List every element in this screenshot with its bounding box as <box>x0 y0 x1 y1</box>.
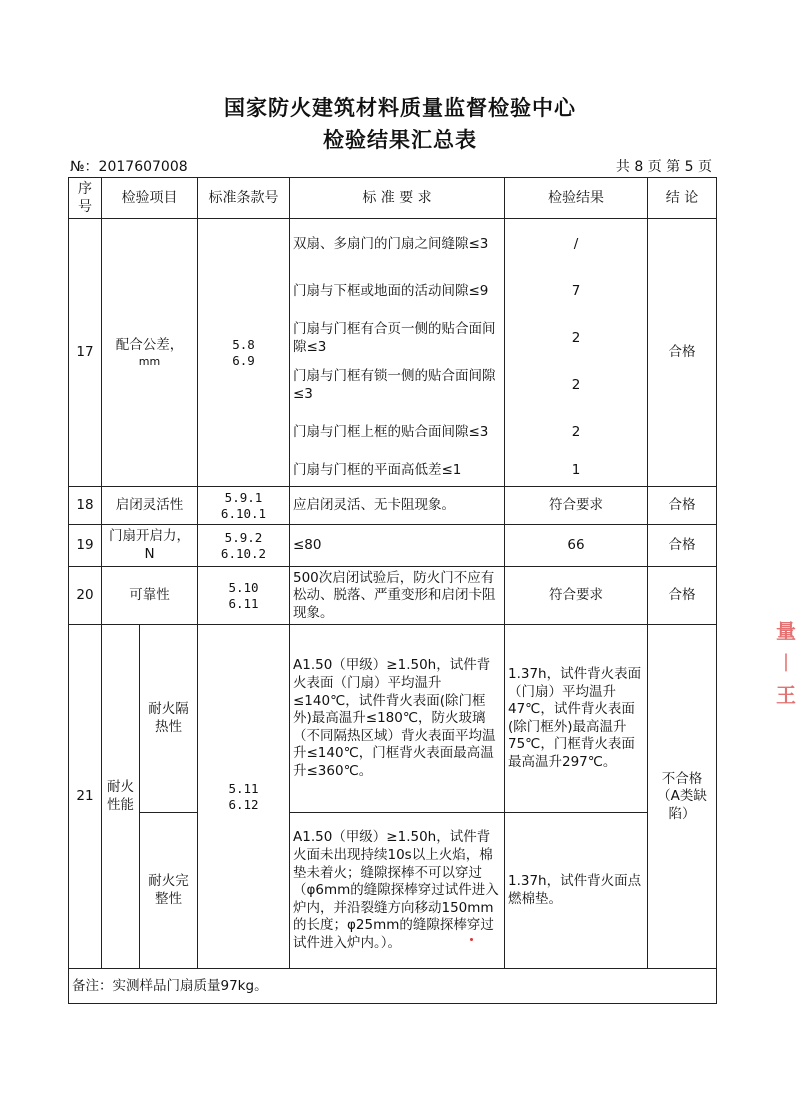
result-item: / <box>573 236 579 253</box>
table-row <box>69 813 717 969</box>
row-requirement: ≤80 <box>290 525 505 567</box>
row-result: 1.37h，试件背火面点燃棉垫。 <box>505 813 648 969</box>
col-no: 序号 <box>69 178 102 219</box>
row-requirement: A1.50（甲级）≥1.50h，试件背火面未出现持续10s以上火焰，棉垫未着火；缝隙探棒不可以穿过（φ6mm的缝隙探棒穿过试件进入炉内，并沿裂缝方向移动150mm的长度；φ25mm的缝隙探棒穿过试件进入炉内。）。 <box>290 813 505 969</box>
report-subtitle: 检验结果汇总表 <box>323 128 477 152</box>
row-no: 21 <box>69 625 102 969</box>
row-requirement: 应启闭灵活、无卡阻现象。 <box>290 487 505 525</box>
note-text: 备注：实测样品门扇质量97kg。 <box>69 969 717 1004</box>
document-number: №：2017607008 <box>70 159 188 175</box>
requirement-item: 门扇与门框有锁一侧的贴合面间隙≤3 <box>293 368 496 402</box>
col-result: 检验结果 <box>505 178 648 219</box>
result-item: 1 <box>571 461 581 478</box>
row-clause: 5.9.2 6.10.2 <box>198 525 290 567</box>
col-conclusion: 结 论 <box>648 178 717 219</box>
page-info: 共 8 页 第 5 页 <box>615 159 712 175</box>
row-conclusion: 合格 <box>648 219 717 487</box>
requirement-item: 双扇、多扇门的门扇之间缝隙≤3 <box>293 236 489 253</box>
row-no: 20 <box>69 567 102 625</box>
row-clause: 5.9.1 6.10.1 <box>198 487 290 525</box>
partial-red-stamp: 量 ︱ 王 <box>776 619 796 707</box>
row-result: 符合要求 <box>505 487 648 525</box>
row-result: 符合要求 <box>505 567 648 625</box>
report-title: 国家防火建筑材料质量监督检验中心 <box>224 96 576 120</box>
sub-item-insulation: 耐火隔热性 <box>140 625 198 813</box>
row-no: 18 <box>69 487 102 525</box>
requirement-item: 门扇与门框有合页一侧的贴合面间隙≤3 <box>293 321 496 355</box>
requirement-item: 门扇与下框或地面的活动间隙≤9 <box>293 283 489 300</box>
table-row <box>69 219 717 487</box>
note-row <box>69 969 717 1004</box>
row-no: 17 <box>69 219 102 487</box>
result-item: 2 <box>571 330 581 347</box>
row-clause: 5.11 6.12 <box>198 625 290 969</box>
row-clause: 5.10 6.11 <box>198 567 290 625</box>
table-row <box>69 525 717 567</box>
table-header-row <box>69 178 717 219</box>
table-row <box>69 487 717 525</box>
row-no: 19 <box>69 525 102 567</box>
row-item: 可靠性 <box>102 567 198 625</box>
table-row <box>69 567 717 625</box>
row-conclusion: 不合格（A类缺陷） <box>648 625 717 969</box>
result-item: 2 <box>571 424 581 441</box>
row-conclusion: 合格 <box>648 525 717 567</box>
requirement-item: 门扇与门框的平面高低差≤1 <box>293 461 462 478</box>
table-row <box>69 625 717 813</box>
row-item: 耐火性能 <box>102 625 140 969</box>
col-clause: 标准条款号 <box>198 178 290 219</box>
row-conclusion: 合格 <box>648 567 717 625</box>
row-requirements <box>290 219 505 487</box>
row-result: 66 <box>505 525 648 567</box>
col-item: 检验项目 <box>102 178 198 219</box>
row-item: 配合公差， mm <box>102 219 198 487</box>
row-item: 门扇开启力，N <box>102 525 198 567</box>
row-clause: 5.8 6.9 <box>198 219 290 487</box>
results-table <box>68 177 717 1004</box>
result-item: 7 <box>571 283 581 300</box>
col-requirement: 标 准 要 求 <box>290 178 505 219</box>
row-requirement: 500次启闭试验后，防火门不应有松动、脱落、严重变形和启闭卡阻现象。 <box>290 567 505 625</box>
red-mark <box>470 938 473 941</box>
row-conclusion: 合格 <box>648 487 717 525</box>
row-result: 1.37h，试件背火表面（门扇）平均温升47℃，试件背火表面(除门框外)最高温升75℃，门框背火表面最高温升297℃。 <box>505 625 648 813</box>
row-item: 启闭灵活性 <box>102 487 198 525</box>
result-item: 2 <box>571 377 581 394</box>
requirement-item: 门扇与门框上框的贴合面间隙≤3 <box>293 424 489 441</box>
sub-item-integrity: 耐火完整性 <box>140 813 198 969</box>
row-requirement: A1.50（甲级）≥1.50h，试件背火表面（门扇）平均温升≤140℃，试件背火表面(除门框外)最高温升≤180℃，防火玻璃（不同隔热区域）背火表面平均温升≤140℃，门框背火表面最高温升≤360℃。 <box>290 625 505 813</box>
row-results <box>505 219 648 487</box>
